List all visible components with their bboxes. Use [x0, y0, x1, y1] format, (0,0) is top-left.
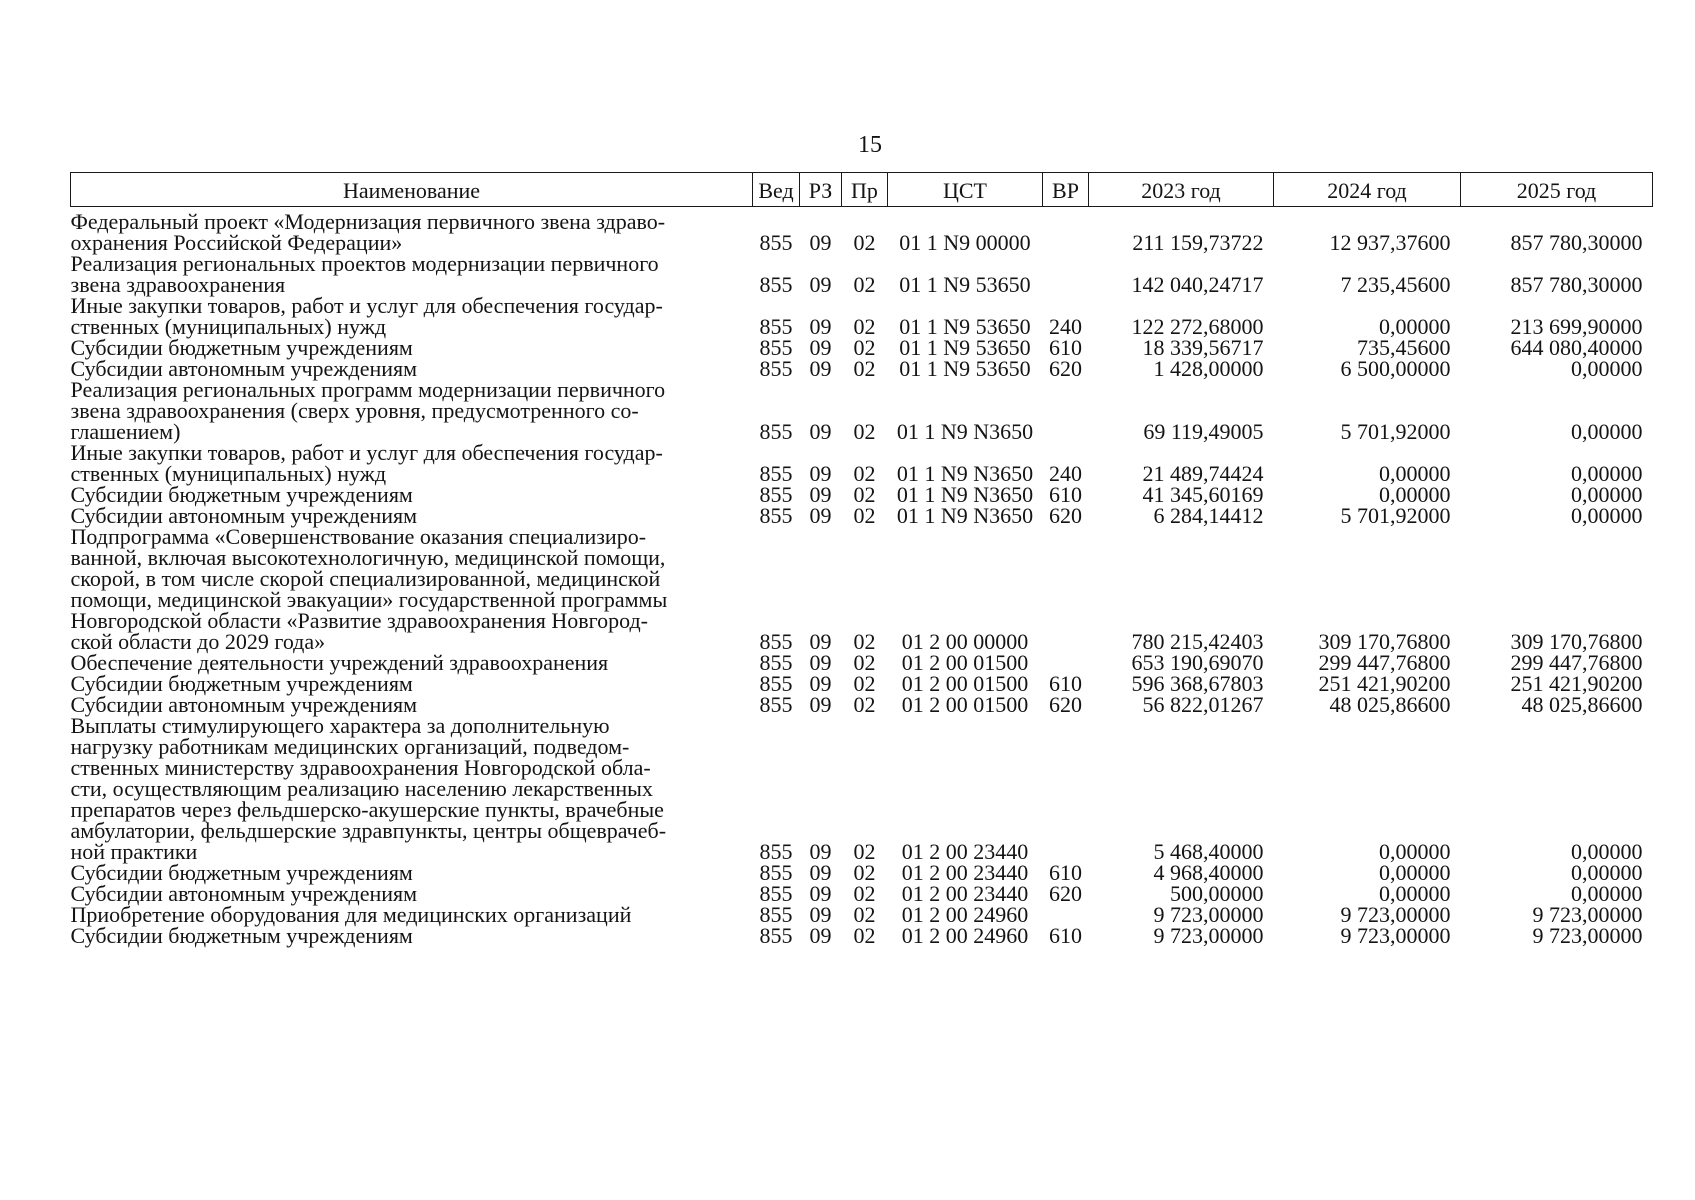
- cell-pr: 02: [853, 671, 876, 696]
- cell-pr: 02: [853, 881, 876, 906]
- cell-ved: 855: [759, 230, 793, 255]
- cell-vr: [1043, 253, 1089, 295]
- name-line: звена здравоохранения (сверх уровня, предусмотренного со-: [70, 398, 639, 423]
- table-row: [71, 862, 1653, 883]
- cell-2023: 6 284,14412: [1153, 503, 1264, 528]
- cell-vr: 610: [1049, 923, 1082, 948]
- cell-ved: 855: [759, 650, 793, 675]
- cell-ved: 855: [759, 923, 793, 948]
- cell-cst: 01 2 00 23440: [901, 881, 1029, 906]
- cell-2024: 7 235,45600: [1340, 272, 1451, 297]
- table-row: [71, 358, 1653, 379]
- name-line: Субсидии бюджетным учреждениям: [70, 482, 413, 507]
- cell-name: [71, 904, 753, 925]
- cell-2024: 251 421,90200: [1318, 671, 1451, 696]
- cell-cst: 01 2 00 00000: [901, 629, 1029, 654]
- cell-name: [71, 484, 753, 505]
- name-line: Субсидии автономным учреждениям: [70, 356, 418, 381]
- name-line: Подпрограмма «Совершенствование оказания специализиро-: [70, 524, 647, 549]
- cell-rz: 09: [809, 503, 832, 528]
- name-line: сти, осуществляющим реализацию населению лекарственных: [70, 776, 653, 801]
- cell-vr: [1043, 715, 1089, 862]
- table-row: [71, 694, 1653, 715]
- cell-rz: 09: [809, 692, 832, 717]
- cell-cst: 01 1 N9 N3650: [896, 503, 1034, 528]
- cell-2023: 21 489,74424: [1142, 461, 1264, 486]
- cell-name: [71, 673, 753, 694]
- cell-name: [71, 694, 753, 715]
- cell-vr: 610: [1049, 860, 1082, 885]
- cell-ved: 855: [759, 881, 793, 906]
- cell-2023: 1 428,00000: [1153, 356, 1264, 381]
- cell-ved: 855: [759, 503, 793, 528]
- cell-name: [71, 652, 753, 673]
- cell-2024: 0,00000: [1379, 839, 1451, 864]
- cell-pr: 02: [853, 461, 876, 486]
- cell-name: [71, 337, 753, 358]
- cell-cst: 01 1 N9 53650: [899, 314, 1031, 339]
- cell-rz: 09: [809, 419, 832, 444]
- cell-vr: [1043, 904, 1089, 925]
- cell-2024: 309 170,76800: [1318, 629, 1451, 654]
- cell-cst: 01 1 N9 N3650: [896, 419, 1034, 444]
- cell-2024: 12 937,37600: [1329, 230, 1451, 255]
- cell-2025: 309 170,76800: [1510, 629, 1643, 654]
- cell-rz: 09: [809, 482, 832, 507]
- cell-ved: 855: [759, 272, 793, 297]
- table-header-row: [71, 173, 1653, 207]
- table-row: [71, 505, 1653, 526]
- cell-ved: 855: [759, 902, 793, 927]
- cell-pr: 02: [853, 272, 876, 297]
- cell-vr: 620: [1049, 692, 1082, 717]
- header-2023: 2023 год: [1089, 173, 1274, 207]
- cell-2023: 9 723,00000: [1153, 923, 1264, 948]
- cell-ved: 855: [759, 629, 793, 654]
- cell-2025: 0,00000: [1571, 881, 1643, 906]
- cell-ved: 855: [759, 419, 793, 444]
- cell-2024: 5 701,92000: [1340, 419, 1451, 444]
- cell-vr: 240: [1049, 314, 1082, 339]
- table-row: [71, 715, 1653, 862]
- cell-2023: 69 119,49005: [1143, 419, 1264, 444]
- cell-vr: 240: [1049, 461, 1082, 486]
- name-line: Федеральный проект «Модернизация первичного звена здраво-: [70, 209, 666, 234]
- cell-name: [71, 715, 753, 862]
- name-line: нагрузку работникам медицинских организаций, подведом-: [70, 734, 630, 759]
- cell-2023: 5 468,40000: [1153, 839, 1264, 864]
- cell-ved: 855: [759, 461, 793, 486]
- cell-2025: 0,00000: [1571, 461, 1643, 486]
- cell-cst: 01 1 N9 N3650: [896, 482, 1034, 507]
- cell-name: [71, 379, 753, 442]
- cell-vr: 620: [1049, 503, 1082, 528]
- header-ved: Вед: [753, 173, 800, 207]
- cell-cst: 01 2 00 01500: [901, 692, 1029, 717]
- header-2024: 2024 год: [1274, 173, 1461, 207]
- cell-pr: 02: [853, 860, 876, 885]
- cell-name: [71, 295, 753, 337]
- cell-2025: 9 723,00000: [1532, 902, 1643, 927]
- cell-2023: 41 345,60169: [1142, 482, 1264, 507]
- cell-name: [71, 442, 753, 484]
- name-line: Субсидии автономным учреждениям: [70, 881, 418, 906]
- cell-2024: 0,00000: [1379, 314, 1451, 339]
- name-line: Иные закупки товаров, работ и услуг для обеспечения государ-: [70, 440, 663, 465]
- cell-2025: 251 421,90200: [1510, 671, 1643, 696]
- cell-2024: 5 701,92000: [1340, 503, 1451, 528]
- cell-2024: 9 723,00000: [1340, 902, 1451, 927]
- cell-vr: 610: [1049, 482, 1082, 507]
- name-line: Реализация региональных проектов модернизации первичного: [70, 251, 659, 276]
- cell-2025: 857 780,30000: [1510, 230, 1643, 255]
- cell-rz: 09: [809, 629, 832, 654]
- cell-ved: 855: [759, 482, 793, 507]
- cell-name: [71, 253, 753, 295]
- cell-vr: [1043, 379, 1089, 442]
- cell-2023: 653 190,69070: [1131, 650, 1264, 675]
- table-row: [71, 526, 1653, 652]
- cell-name: [71, 862, 753, 883]
- cell-ved: 855: [759, 356, 793, 381]
- name-line: амбулатории, фельдшерские здравпункты, центры общеврачеб-: [70, 818, 667, 843]
- cell-rz: 09: [809, 461, 832, 486]
- cell-2025: 48 025,86600: [1521, 692, 1643, 717]
- cell-rz: 09: [809, 272, 832, 297]
- cell-rz: 09: [809, 839, 832, 864]
- name-line: Субсидии бюджетным учреждениям: [70, 335, 413, 360]
- name-line: ванной, включая высокотехнологичную, медицинской помощи,: [70, 545, 666, 570]
- table-row: [71, 442, 1653, 484]
- table-row: [71, 673, 1653, 694]
- cell-pr: 02: [853, 839, 876, 864]
- cell-name: [71, 358, 753, 379]
- table-row: [71, 379, 1653, 442]
- cell-pr: 02: [853, 503, 876, 528]
- name-line: Реализация региональных программ модернизации первичного: [70, 377, 666, 402]
- cell-2024: 48 025,86600: [1329, 692, 1451, 717]
- name-line: Субсидии бюджетным учреждениям: [70, 860, 413, 885]
- cell-2025: 299 447,76800: [1510, 650, 1643, 675]
- cell-ved: 855: [759, 860, 793, 885]
- cell-2024: 0,00000: [1379, 860, 1451, 885]
- cell-cst: 01 2 00 24960: [901, 902, 1029, 927]
- cell-2025: 213 699,90000: [1510, 314, 1643, 339]
- cell-vr: 610: [1049, 335, 1082, 360]
- cell-2023: 9 723,00000: [1153, 902, 1264, 927]
- header-vr: ВР: [1043, 173, 1089, 207]
- cell-2025: 644 080,40000: [1510, 335, 1643, 360]
- header-rz: РЗ: [800, 173, 842, 207]
- cell-pr: 02: [853, 923, 876, 948]
- cell-name: [71, 925, 753, 946]
- name-line: охранения Российской Федерации»: [70, 230, 403, 255]
- cell-cst: 01 2 00 23440: [901, 860, 1029, 885]
- cell-name: [71, 526, 753, 652]
- cell-2024: 6 500,00000: [1340, 356, 1451, 381]
- cell-2024: 9 723,00000: [1340, 923, 1451, 948]
- cell-name: [71, 883, 753, 904]
- cell-cst: 01 1 N9 53650: [899, 272, 1031, 297]
- cell-2023: 211 159,73722: [1132, 230, 1264, 255]
- cell-2025: 0,00000: [1571, 482, 1643, 507]
- name-line: ственных (муниципальных) нужд: [70, 314, 387, 339]
- header-2025: 2025 год: [1461, 173, 1653, 207]
- cell-pr: 02: [853, 356, 876, 381]
- name-line: Субсидии бюджетным учреждениям: [70, 671, 413, 696]
- cell-2025: 0,00000: [1571, 356, 1643, 381]
- cell-2024: 735,45600: [1357, 335, 1451, 360]
- cell-cst: 01 2 00 24960: [901, 923, 1029, 948]
- table-row: [71, 925, 1653, 946]
- name-line: Субсидии автономным учреждениям: [70, 503, 418, 528]
- table-row: [71, 207, 1653, 254]
- page-number: 15: [858, 132, 882, 158]
- cell-pr: 02: [853, 335, 876, 360]
- cell-ved: 855: [759, 335, 793, 360]
- cell-vr: 620: [1049, 356, 1082, 381]
- cell-rz: 09: [809, 881, 832, 906]
- cell-2023: 56 822,01267: [1142, 692, 1264, 717]
- cell-rz: 09: [809, 650, 832, 675]
- name-line: помощи, медицинской эвакуации» государственной программы: [70, 587, 668, 612]
- cell-ved: 855: [759, 692, 793, 717]
- cell-2023: 122 272,68000: [1131, 314, 1264, 339]
- cell-cst: 01 2 00 01500: [901, 650, 1029, 675]
- name-line: ственных (муниципальных) нужд: [70, 461, 387, 486]
- table-row: [71, 337, 1653, 358]
- cell-name: [71, 207, 753, 254]
- budget-table: [70, 172, 1653, 946]
- cell-2023: 500,00000: [1170, 881, 1264, 906]
- cell-rz: 09: [809, 860, 832, 885]
- table-row: [71, 295, 1653, 337]
- cell-rz: 09: [809, 671, 832, 696]
- cell-2024: 0,00000: [1379, 881, 1451, 906]
- cell-cst: 01 2 00 01500: [901, 671, 1029, 696]
- table-row: [71, 883, 1653, 904]
- cell-2023: 4 968,40000: [1153, 860, 1264, 885]
- cell-rz: 09: [809, 356, 832, 381]
- cell-rz: 09: [809, 335, 832, 360]
- name-line: Выплаты стимулирующего характера за дополнительную: [70, 713, 610, 738]
- cell-vr: [1043, 207, 1089, 254]
- name-line: Приобретение оборудования для медицинских организаций: [70, 902, 632, 927]
- cell-2024: 0,00000: [1379, 482, 1451, 507]
- cell-ved: 855: [759, 839, 793, 864]
- cell-2023: 596 368,67803: [1131, 671, 1264, 696]
- cell-vr: [1043, 526, 1089, 652]
- table-body: [71, 207, 1653, 947]
- cell-2024: 0,00000: [1379, 461, 1451, 486]
- cell-pr: 02: [853, 419, 876, 444]
- cell-2025: 0,00000: [1571, 860, 1643, 885]
- cell-2025: 0,00000: [1571, 839, 1643, 864]
- name-line: Обеспечение деятельности учреждений здравоохранения: [70, 650, 609, 675]
- table-row: [71, 904, 1653, 925]
- cell-pr: 02: [853, 902, 876, 927]
- cell-rz: 09: [809, 314, 832, 339]
- name-line: ной практики: [70, 839, 198, 864]
- name-line: ственных министерству здравоохранения Новгородской обла-: [70, 755, 651, 780]
- cell-pr: 02: [853, 650, 876, 675]
- cell-rz: 09: [809, 230, 832, 255]
- cell-pr: 02: [853, 692, 876, 717]
- table-row: [71, 253, 1653, 295]
- cell-2025: 857 780,30000: [1510, 272, 1643, 297]
- cell-cst: 01 1 N9 53650: [899, 356, 1031, 381]
- cell-cst: 01 1 N9 N3650: [896, 461, 1034, 486]
- cell-2025: 0,00000: [1571, 419, 1643, 444]
- header-name: Наименование: [71, 173, 753, 207]
- cell-vr: [1043, 652, 1089, 673]
- cell-2024: 299 447,76800: [1318, 650, 1451, 675]
- header-cst: ЦСТ: [888, 173, 1043, 207]
- cell-ved: 855: [759, 671, 793, 696]
- cell-pr: 02: [853, 230, 876, 255]
- cell-name: [71, 505, 753, 526]
- cell-rz: 09: [809, 902, 832, 927]
- cell-vr: 610: [1049, 671, 1082, 696]
- name-line: Субсидии автономным учреждениям: [70, 692, 418, 717]
- cell-2023: 18 339,56717: [1142, 335, 1264, 360]
- cell-2025: 0,00000: [1571, 503, 1643, 528]
- table-row: [71, 484, 1653, 505]
- cell-pr: 02: [853, 314, 876, 339]
- cell-cst: 01 1 N9 00000: [899, 230, 1031, 255]
- cell-rz: 09: [809, 923, 832, 948]
- cell-vr: 620: [1049, 881, 1082, 906]
- cell-2023: 780 215,42403: [1131, 629, 1264, 654]
- cell-2025: 9 723,00000: [1532, 923, 1643, 948]
- cell-ved: 855: [759, 314, 793, 339]
- cell-pr: 02: [853, 629, 876, 654]
- name-line: Новгородской области «Развитие здравоохранения Новгород-: [70, 608, 649, 633]
- name-line: глашением): [70, 419, 181, 444]
- cell-2023: 142 040,24717: [1131, 272, 1264, 297]
- header-pr: Пр: [842, 173, 888, 207]
- name-line: Субсидии бюджетным учреждениям: [70, 923, 413, 948]
- name-line: звена здравоохранения: [70, 272, 286, 297]
- cell-cst: 01 1 N9 53650: [899, 335, 1031, 360]
- table-row: [71, 652, 1653, 673]
- cell-pr: 02: [853, 482, 876, 507]
- name-line: скорой, в том числе скорой специализированной, медицинской: [70, 566, 661, 591]
- name-line: препаратов через фельдшерско-акушерские пункты, врачебные: [70, 797, 664, 822]
- name-line: ской области до 2029 года»: [70, 629, 326, 654]
- name-line: Иные закупки товаров, работ и услуг для обеспечения государ-: [70, 293, 663, 318]
- cell-cst: 01 2 00 23440: [901, 839, 1029, 864]
